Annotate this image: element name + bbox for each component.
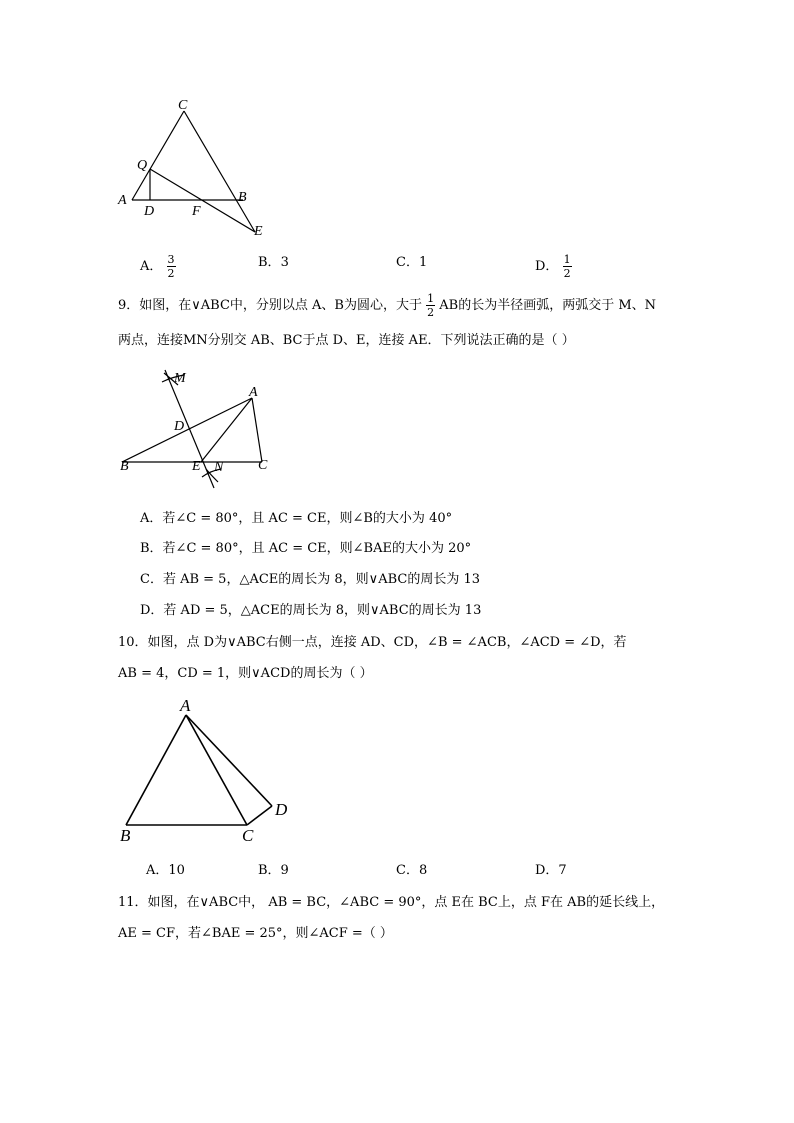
q9-option-a: A．若∠C = 80°，且 AC = CE，则∠B的大小为 40°: [140, 511, 453, 526]
q10-option-b: B．9: [258, 863, 289, 878]
label-D: D: [144, 204, 155, 219]
q9-stem-line2: 两点，连接MN分别交 AB、BC于点 D、E，连接 AE．下列说法正确的是（ ）: [118, 333, 575, 348]
q10-stem-line2: AB = 4，CD = 1，则∨ACD的周长为（ ）: [118, 666, 373, 681]
label-N: N: [214, 460, 224, 475]
label-C: C: [242, 826, 254, 845]
label-B: B: [120, 459, 129, 474]
label-E: E: [192, 459, 201, 474]
label-D: D: [174, 419, 185, 434]
figure-q9: [110, 365, 290, 495]
label-Q: Q: [137, 158, 148, 173]
label-A: A: [249, 385, 258, 400]
q8-option-d: [535, 254, 572, 279]
option-letter: A．: [140, 259, 163, 274]
option-letter: C．: [396, 255, 419, 270]
fraction: $\frac{3}{2}$: [167, 253, 175, 280]
label-B: B: [238, 190, 247, 205]
q8-option-c: [396, 256, 427, 269]
fraction: $\frac{1}{2}$: [563, 253, 571, 280]
label-C: C: [258, 458, 268, 473]
option-letter: B．: [258, 255, 281, 270]
q11-stem-line1: 11．如图，在∨ABC中， AB = BC，∠ABC = 90°，点 E在 BC上，点 F在 AB的延长线上，: [118, 895, 665, 910]
q10-option-c: C．8: [396, 863, 428, 878]
figure-q10: [110, 695, 300, 855]
fraction-half: $\frac{1}{2}$: [427, 292, 435, 319]
label-C: C: [178, 98, 188, 113]
label-A: A: [180, 696, 191, 715]
label-M: M: [174, 371, 186, 386]
figure-q8: [110, 92, 280, 242]
label-A: A: [118, 193, 127, 208]
label-D: D: [275, 800, 288, 819]
q10-option-d: D．7: [535, 863, 567, 878]
q11-stem-line2: AE = CF，若∠BAE = 25°，则∠ACF =（ ）: [118, 926, 393, 941]
q10-option-a: A．10: [146, 863, 185, 878]
option-value: 1: [418, 255, 428, 270]
label-E: E: [254, 224, 263, 239]
q9-option-d: D．若 AD = 5，△ACE的周长为 8，则∨ABC的周长为 13: [140, 603, 482, 618]
q9-stem-line1: 9．如图，在∨ABC中，分别以点 A、B为圆心，大于 $\frac{1}{2}$ AB的长为半径画弧，两弧交于 M、N: [118, 292, 657, 319]
label-B: B: [120, 826, 131, 845]
q9-option-b: B．若∠C = 80°，且 AC = CE，则∠BAE的大小为 20°: [140, 541, 472, 556]
q9-option-c: C．若 AB = 5，△ACE的周长为 8，则∨ABC的周长为 13: [140, 572, 480, 587]
q8-option-a: [140, 254, 176, 279]
label-F: F: [192, 204, 201, 219]
q10-stem-line1: 10．如图，点 D为∨ABC右侧一点，连接 AD、CD，∠B = ∠ACB，∠ACD = ∠D，若: [118, 635, 627, 650]
option-letter: D．: [535, 259, 559, 274]
q8-option-b: [258, 256, 289, 269]
option-value: 3: [280, 255, 289, 270]
